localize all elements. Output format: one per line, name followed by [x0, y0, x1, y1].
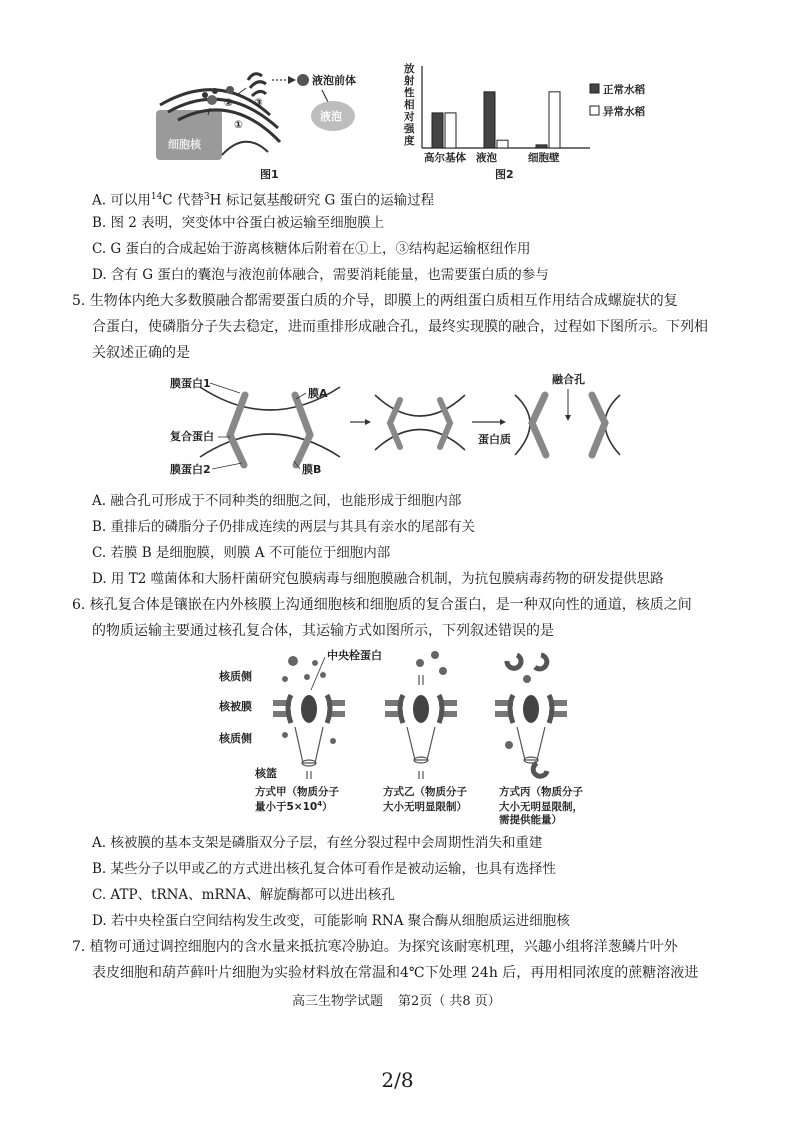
caption-mode-a-line-1: 方式甲（物质分子 [255, 786, 339, 798]
q5-stem-line-2: 合蛋白，使磷脂分子失去稳定，进而重排形成融合孔，最终实现膜的融合，过程如下图所示。下列相 [92, 319, 708, 335]
label-fusion-pore: 融合孔 [552, 373, 585, 386]
x-tick-label: 细胞壁 [528, 152, 560, 164]
er-membrane-4 [222, 142, 268, 155]
central-plug-b [413, 695, 429, 723]
q7-stem-line-2: 表皮细胞和葫芦藓叶片细胞为实验材料放在常温和4℃下处理 24h 后，再用相同浓度的蔗糖溶液进 [92, 965, 699, 981]
q4-option-a: A. 可以用$^{14}$C 代替$^3$H 标记氨基酸研究 G 蛋白的运输过程 [92, 192, 435, 209]
figure-2-caption: 图2 [495, 168, 514, 181]
vesicle-2 [226, 86, 234, 94]
label-nucleoplasm-bottom: 核质侧 [219, 732, 252, 745]
q5-option-a: A. 融合孔可形成于不同种类的细胞之间，也能形成于细胞内部 [92, 493, 462, 509]
q6-stem-line-1: 6. 核孔复合体是镶嵌在内外核膜上沟通细胞核和细胞质的复合蛋白，是一种双向性的通道，核质之间 [72, 597, 692, 613]
figure-2 [400, 60, 645, 185]
label-membrane-protein-2: 膜蛋白2 [170, 463, 211, 476]
pore-mode-b [385, 651, 457, 779]
vacuole-label: 液泡 [320, 110, 342, 123]
bar-abnormal-1 [497, 140, 508, 148]
q6-option-b: B. 某些分子以甲或乙的方式进出核孔复合体可看作是被动运输，也具有选择性 [92, 861, 557, 877]
complex-protein-left [230, 395, 245, 465]
caption-mode-b-line-2: 大小无明显限制） [383, 801, 467, 813]
figure-1 [150, 60, 390, 185]
bar-normal-0 [432, 113, 443, 148]
q6-stem-line-2: 的物质运输主要通过核孔复合体，其运输方式如图所示，下列叙述错误的是 [92, 623, 554, 639]
label-membrane-a: 膜A [308, 387, 328, 400]
label-complex-protein: 复合蛋白 [170, 430, 214, 443]
q4-option-b: B. 图 2 表明，突变体中谷蛋白被运输至细胞膜上 [92, 215, 385, 231]
caption-mode-a-line-2: 量小于$5\times 10^4$） [255, 800, 333, 813]
golgi-2 [250, 82, 266, 88]
nucleus-label: 细胞核 [168, 138, 201, 151]
q6-option-d: D. 若中央栓蛋白空间结构发生改变，可能影响 RNA 聚合酶从细胞质运进细胞核 [92, 913, 570, 929]
fusion-stage-2 [375, 395, 465, 450]
legend-label: 异常水稻 [603, 106, 645, 118]
q6-figure [215, 645, 615, 820]
q5-stem-line-3: 关叙述正确的是 [92, 345, 190, 361]
label-nuclear-basket: 核篮 [255, 767, 277, 780]
legend-label: 正常水稻 [603, 84, 645, 96]
footer-title: 高三生物学试题 [292, 994, 384, 1009]
q4-option-d: D. 含有 G 蛋白的囊泡与液泡前体融合，需要消耗能量，也需要蛋白质的参与 [92, 267, 549, 283]
q6-option-c: C. ATP、tRNA、mRNA、解旋酶都可以进出核孔 [92, 887, 395, 903]
membrane-b-curve [200, 434, 340, 457]
ylabel-char: 性 [404, 87, 415, 99]
figure-2-ylabel [403, 62, 415, 147]
bar-abnormal-0 [445, 113, 456, 148]
x-tick-label: 高尔基体 [424, 152, 466, 164]
caption-mode-c-line-2: 大小无明显限制， [499, 801, 583, 813]
q5-figure [160, 365, 650, 480]
central-plug-c [523, 695, 539, 723]
vacuole-precursor-label: 液泡前体 [312, 74, 356, 87]
q5-option-b: B. 重排后的磷脂分子仍排成连续的两层与其具有亲水的尾部有关 [92, 519, 476, 535]
ylabel-char: 对 [404, 111, 415, 123]
q5-option-d: D. 用 T2 噬菌体和大肠杆菌研究包膜病毒与细胞膜融合机制，为抗包膜病毒药物的研发提供思路 [92, 571, 664, 587]
bar-normal-2 [536, 145, 547, 148]
caption-mode-c-line-1: 方式丙（物质分子 [499, 786, 583, 798]
marker-3: ③ [254, 97, 263, 109]
ylabel-char: 度 [404, 135, 415, 147]
golgi-3 [252, 91, 266, 96]
marker-2: ② [224, 97, 233, 109]
legend-swatch [590, 84, 599, 93]
ylabel-char: 强 [404, 123, 415, 135]
page-number: 2/8 [381, 1068, 414, 1092]
q5-stem-line-1: 5. 生物体内绝大多数膜融合都需要蛋白质的介导，即膜上的两组蛋白质相互作用结合成螺旋状的复 [72, 293, 678, 309]
q5-option-c: C. 若膜 B 是细胞膜，则膜 A 不可能位于细胞内部 [92, 545, 391, 561]
vacuole-precursor-shape [297, 74, 309, 86]
x-tick-label: 液泡 [476, 152, 497, 164]
caption-mode-b-line-1: 方式乙（物质分子 [383, 786, 467, 798]
golgi-1 [248, 74, 262, 80]
marker-1: ① [234, 119, 243, 131]
bar-normal-1 [484, 92, 495, 148]
bar-abnormal-2 [549, 92, 560, 148]
ylabel-char: 相 [404, 99, 415, 111]
figure-2-chart [400, 60, 645, 185]
q6-option-a: A. 核被膜的基本支架是磷脂双分子层，有丝分裂过程中会周期性消失和重建 [92, 835, 543, 851]
q4-option-c: C. G 蛋白的合成起始于游离核糖体后附着在①上，③结构起运输枢纽作用 [92, 241, 531, 257]
label-nuclear-envelope: 核被膜 [219, 700, 252, 713]
figure-1-caption: 图1 [260, 168, 279, 181]
caption-mode-c-line-3: 需提供能量） [499, 814, 562, 826]
footer-page-info: 第2页（ 共8 页） [398, 994, 501, 1009]
q7-stem-line-1: 7. 植物可通过调控细胞内的含水量来抵抗寒冷胁迫。为探究该耐寒机理，兴趣小组将洋葱鳞片叶外 [72, 939, 678, 955]
central-plug-a [301, 695, 317, 723]
legend-swatch [590, 106, 599, 115]
label-nucleoplasm-top: 核质侧 [219, 670, 252, 683]
label-membrane-b: 膜B [302, 463, 322, 476]
label-central-plug: 中央栓蛋白 [327, 649, 382, 662]
ylabel-char: 射 [404, 75, 415, 87]
label-membrane-protein-1: 膜蛋白1 [170, 377, 211, 390]
vesicle-1 [207, 95, 217, 105]
ylabel-char: 放 [404, 63, 415, 75]
complex-protein-right [295, 395, 310, 465]
nucleus-shape [156, 110, 222, 160]
label-protein: 蛋白质 [478, 433, 511, 446]
pore-mode-c [495, 655, 567, 776]
pore-mode-a [273, 656, 345, 779]
